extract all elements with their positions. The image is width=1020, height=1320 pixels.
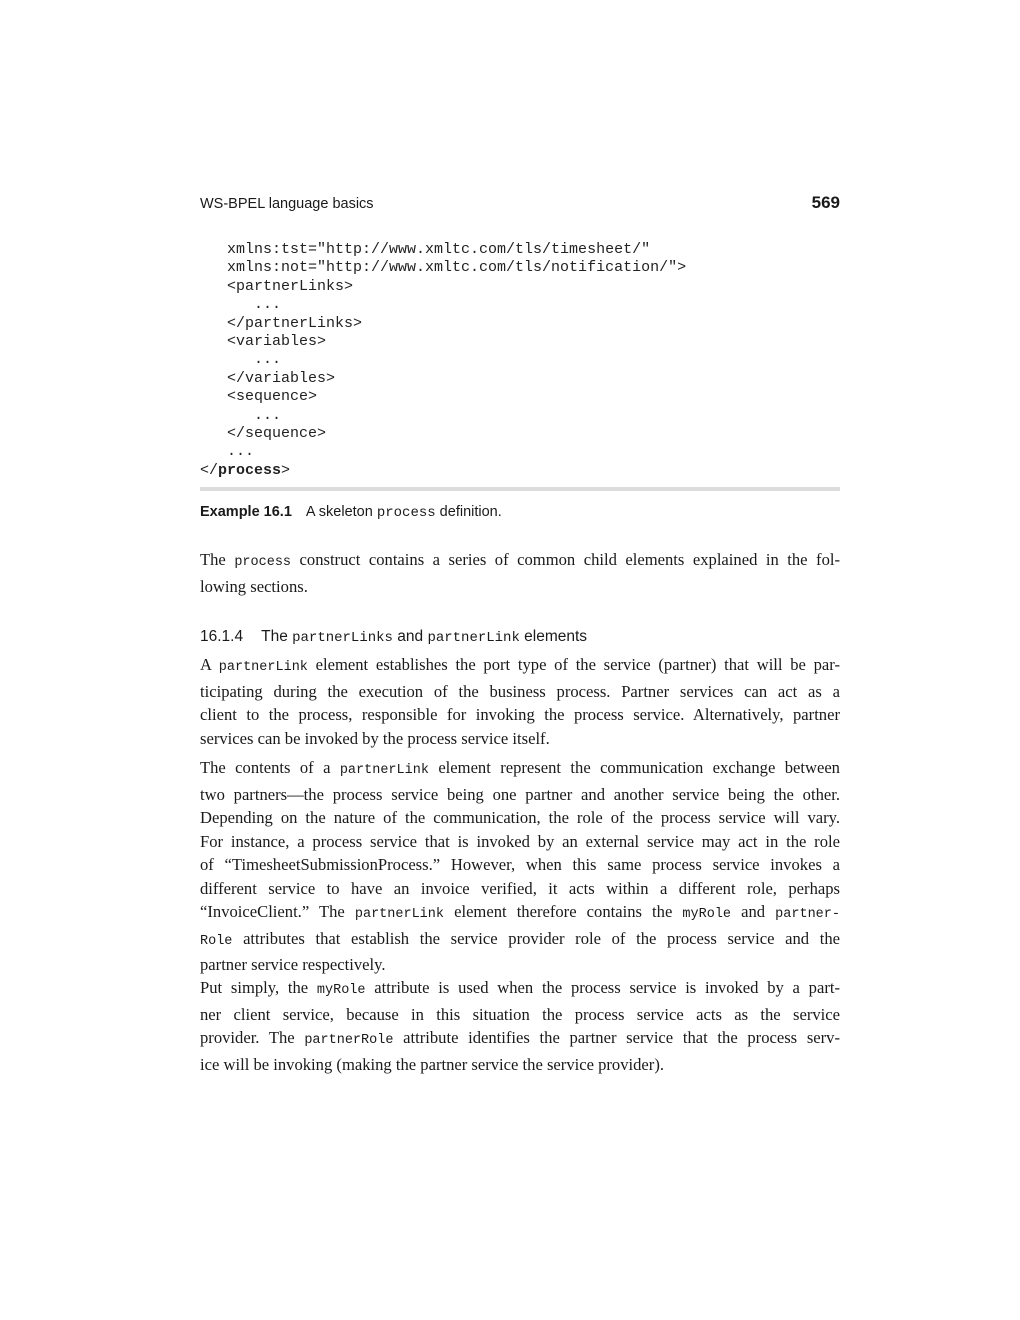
text-line <box>200 680 840 704</box>
text-line <box>200 927 840 954</box>
code-listing <box>200 241 686 480</box>
inline-code: partnerRole <box>304 1033 394 1048</box>
text-line <box>200 877 840 901</box>
text-run: services can be invoked by the process service itself. <box>200 728 550 748</box>
text-run: partner service respectively. <box>200 955 386 974</box>
inline-code: myRole <box>316 983 366 998</box>
caption-label: Example 16.1 <box>200 504 292 520</box>
inline-code: partnerLink <box>218 660 308 675</box>
code-line <box>200 462 686 480</box>
text-run: different service to have an invoice verified, it acts within a different role, perhaps <box>200 878 840 898</box>
text-run: element establishes the port type of the service (partner) that will be par- <box>307 655 840 674</box>
code-line: <sequence> <box>200 388 318 406</box>
text-run: attributes that establish the service provider role of the process service and the <box>232 928 840 948</box>
text-run: element therefore contains the <box>444 902 683 921</box>
paragraph <box>200 756 840 977</box>
text-run: The contents of a <box>200 758 340 777</box>
example-caption <box>200 504 502 521</box>
text-run: Depending on the nature of the communication, the role of the process service will vary. <box>200 808 840 827</box>
code-line: </sequence> <box>200 425 327 443</box>
code-line: ... <box>200 296 282 314</box>
caption-text: A skeleton <box>305 504 377 520</box>
text-run: provider. The <box>200 1028 305 1047</box>
code-token: > <box>281 461 291 479</box>
section-number: 16.1.4 <box>200 628 244 645</box>
inline-code: partnerLink <box>354 907 444 922</box>
code-line: xmlns:not="http://www.xmltc.com/tls/notification/"> <box>200 259 687 277</box>
running-title: WS-BPEL language basics <box>200 196 374 212</box>
inline-code: partner- <box>775 907 840 922</box>
heading-text: and <box>392 628 428 645</box>
inline-code: partnerLink <box>339 763 429 778</box>
code-line: <partnerLinks> <box>200 277 354 295</box>
text-line <box>200 575 840 599</box>
text-run: element represent the communication exchange between <box>428 758 840 777</box>
page-number: 569 <box>811 193 840 212</box>
heading-text: The <box>261 628 293 645</box>
section-heading <box>200 628 587 646</box>
paragraph <box>200 548 840 598</box>
text-run: construct contains a series of common child elements explained in the fol- <box>291 550 841 569</box>
text-run: lowing sections. <box>200 576 308 596</box>
text-run: The <box>200 550 235 569</box>
code-line: </variables> <box>200 369 336 387</box>
text-line <box>200 853 840 877</box>
text-line <box>200 1053 840 1077</box>
code-keyword: process <box>218 461 282 479</box>
text-run: client to the process, responsible for invoking the process service. Alternatively, partner <box>200 705 840 724</box>
code-line: <variables> <box>200 333 327 351</box>
text-run: ice will be invoking (making the partner service the service provider). <box>200 1054 664 1074</box>
text-line <box>200 783 840 807</box>
code-token: </ <box>200 461 219 479</box>
text-run: ner client service, because in this situation the process service acts as the service <box>200 1004 840 1024</box>
text-run: two partners—the process service being one partner and another service being the other. <box>200 784 840 804</box>
text-line <box>200 953 840 977</box>
text-line <box>200 653 840 680</box>
text-run: A <box>200 655 219 674</box>
heading-code: partnerLinks <box>292 630 393 646</box>
text-line <box>200 727 840 751</box>
inline-code: myRole <box>682 907 732 922</box>
paragraph <box>200 976 840 1076</box>
listing-rule <box>200 487 840 491</box>
text-run: attribute identifies the partner service that the process serv- <box>393 1028 840 1047</box>
text-line <box>200 900 840 927</box>
text-run: “InvoiceClient.” The <box>200 902 355 921</box>
paragraph <box>200 653 840 750</box>
text-run: Put simply, the <box>200 978 317 997</box>
heading-code: partnerLink <box>427 630 520 646</box>
code-line: ... <box>200 406 282 424</box>
caption-code: process <box>376 505 436 521</box>
text-run: of “TimesheetSubmissionProcess.” However, when this same process service invokes a <box>200 855 840 874</box>
text-line <box>200 548 840 575</box>
code-line: ... <box>200 351 282 369</box>
inline-code: process <box>234 555 292 570</box>
text-line <box>200 1026 840 1053</box>
text-line <box>200 806 840 830</box>
text-line <box>200 830 840 854</box>
caption-text: definition. <box>435 504 502 520</box>
text-run: and <box>731 902 776 921</box>
text-run: ticipating during the execution of the business process. Partner services can act as a <box>200 681 840 701</box>
text-run: For instance, a process service that is invoked by an external service may act in the role <box>200 831 840 851</box>
code-line: ... <box>200 443 255 461</box>
text-line <box>200 703 840 727</box>
heading-text: elements <box>519 628 588 645</box>
text-line <box>200 756 840 783</box>
code-line: xmlns:tst="http://www.xmltc.com/tls/timesheet/" <box>200 241 651 258</box>
text-line <box>200 1003 840 1027</box>
inline-code: Role <box>200 933 233 949</box>
code-line: </partnerLinks> <box>200 314 363 332</box>
text-line <box>200 976 840 1003</box>
text-run: attribute is used when the process service is invoked by a part- <box>365 978 840 997</box>
